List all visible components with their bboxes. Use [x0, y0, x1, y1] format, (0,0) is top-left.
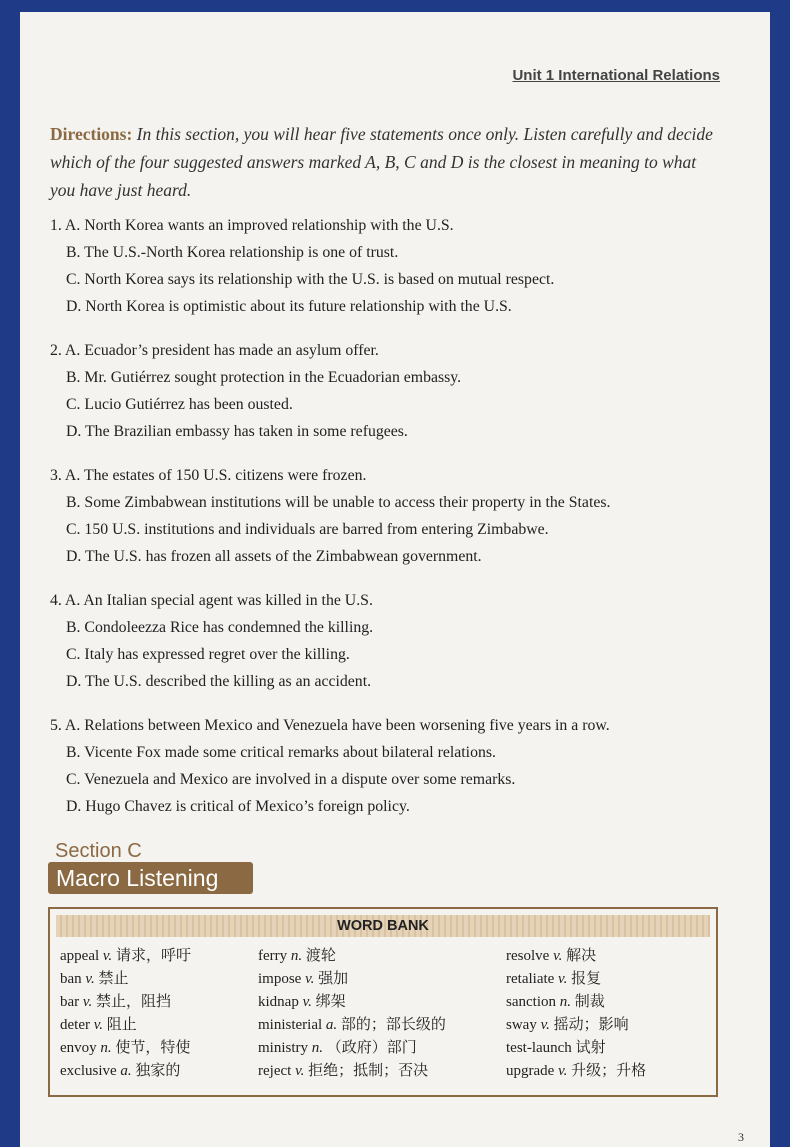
question-1-option-c: C. North Korea says its relationship with the U.S. is based on mutual respect. — [66, 271, 555, 288]
word-bank-entry — [60, 945, 191, 968]
question-5-option-b: B. Vicente Fox made some critical remarks about bilateral relations. — [66, 744, 496, 761]
word-bank-pos: v. — [305, 971, 315, 987]
word-bank-meaning: 拒绝；抵制；否决 — [308, 1063, 429, 1079]
word-bank-word: sanction — [506, 994, 560, 1010]
word-bank-entry — [258, 968, 446, 991]
word-bank-meaning: 摇动；影响 — [553, 1017, 629, 1033]
word-bank-meaning: 禁止 — [98, 971, 129, 987]
word-bank-word: exclusive — [60, 1063, 121, 1079]
word-bank-meaning: 独家的 — [135, 1063, 181, 1079]
page-number: 3 — [738, 1130, 744, 1144]
word-bank-word: ministry — [258, 1040, 312, 1056]
word-bank-entry — [258, 1014, 446, 1037]
question-4 — [50, 587, 740, 695]
unit-header: Unit 1 International Relations — [512, 67, 720, 84]
question-4-option-d: D. The U.S. described the killing as an accident. — [66, 673, 372, 690]
question-1-option-d: D. North Korea is optimistic about its future relationship with the U.S. — [66, 298, 512, 315]
word-bank — [48, 907, 718, 1097]
word-bank-entry — [258, 991, 446, 1014]
word-bank-pos: v. — [553, 948, 563, 964]
question-3-option-c: C. 150 U.S. institutions and individuals are barred from entering Zimbabwe. — [66, 521, 549, 538]
word-bank-meaning: 部的；部长级的 — [340, 1017, 446, 1033]
question-3-option-b: B. Some Zimbabwean institutions will be unable to access their property in the States. — [66, 494, 611, 511]
question-5-option-a: 5. A. Relations between Mexico and Venezuela have been worsening five years in a row. — [50, 717, 610, 734]
word-bank-column-3 — [506, 945, 646, 1083]
word-bank-word: appeal — [60, 948, 103, 964]
word-bank-meaning: 强加 — [318, 971, 349, 987]
question-2 — [50, 337, 740, 445]
word-bank-word: kidnap — [258, 994, 303, 1010]
question-1-option-b: B. The U.S.-North Korea relationship is one of trust. — [66, 244, 399, 261]
word-bank-entry — [506, 1037, 646, 1060]
directions-text: In this section, you will hear five statements once only. Listen carefully and decide which of the four suggested answers marked A, B, C and D is the closest in meaning to what you have just heard. — [50, 124, 713, 200]
section-banner: Macro Listening — [48, 862, 253, 894]
directions — [50, 120, 722, 204]
word-bank-entry — [258, 1037, 446, 1060]
word-bank-meaning: 报复 — [571, 971, 602, 987]
word-bank-word: retaliate — [506, 971, 559, 987]
word-bank-meaning: 阻止 — [106, 1017, 137, 1033]
word-bank-pos: v. — [558, 1063, 568, 1079]
word-bank-entry — [506, 1060, 646, 1083]
word-bank-column-2 — [258, 945, 446, 1083]
question-4-option-c: C. Italy has expressed regret over the killing. — [66, 646, 350, 663]
word-bank-pos: n. — [290, 948, 303, 964]
word-bank-pos: n. — [311, 1040, 324, 1056]
word-bank-meaning: 解决 — [566, 948, 597, 964]
word-bank-word: reject — [258, 1063, 296, 1079]
word-bank-word: ferry — [258, 948, 291, 964]
word-bank-word: test-launch — [506, 1040, 576, 1056]
question-3-option-d: D. The U.S. has frozen all assets of the Zimbabwean government. — [66, 548, 482, 565]
word-bank-meaning: 请求，呼吁 — [115, 948, 191, 964]
question-5-option-c: C. Venezuela and Mexico are involved in a dispute over some remarks. — [66, 771, 516, 788]
word-bank-meaning: 绑架 — [315, 994, 346, 1010]
question-2-option-c: C. Lucio Gutiérrez has been ousted. — [66, 396, 293, 413]
word-bank-word: resolve — [506, 948, 554, 964]
word-bank-column-1 — [60, 945, 191, 1083]
word-bank-pos: v. — [93, 1017, 104, 1033]
word-bank-word: deter — [60, 1017, 94, 1033]
word-bank-pos: v. — [302, 994, 312, 1010]
question-4-option-a: 4. A. An Italian special agent was killed in the U.S. — [50, 592, 373, 609]
word-bank-pos: n. — [559, 994, 571, 1010]
word-bank-meaning: 渡轮 — [305, 948, 336, 964]
word-bank-word: impose — [258, 971, 306, 987]
question-5 — [50, 712, 740, 820]
word-bank-pos: v. — [558, 971, 568, 987]
word-bank-entry — [60, 1037, 191, 1060]
word-bank-meaning: 制裁 — [574, 994, 605, 1010]
word-bank-word: ministerial — [258, 1017, 326, 1033]
word-bank-pos: v. — [85, 971, 95, 987]
word-bank-entry — [258, 1060, 446, 1083]
word-bank-title: WORD BANK — [56, 915, 710, 937]
word-bank-meaning: （政府）部门 — [326, 1040, 417, 1056]
word-bank-entry — [258, 945, 446, 968]
question-1-option-a: 1. A. North Korea wants an improved relationship with the U.S. — [50, 217, 454, 234]
word-bank-pos: n. — [100, 1040, 112, 1056]
question-3-option-a: 3. A. The estates of 150 U.S. citizens were frozen. — [50, 467, 367, 484]
word-bank-word: upgrade — [506, 1063, 559, 1079]
word-bank-word: bar — [60, 994, 83, 1010]
word-bank-pos: v. — [102, 948, 113, 964]
word-bank-entry — [506, 968, 646, 991]
word-bank-entry — [60, 968, 191, 991]
question-2-option-b: B. Mr. Gutiérrez sought protection in the Ecuadorian embassy. — [66, 369, 462, 386]
directions-label: Directions: — [50, 124, 133, 144]
word-bank-meaning: 试射 — [575, 1040, 606, 1056]
word-bank-pos: v. — [540, 1017, 550, 1033]
word-bank-entry — [506, 991, 646, 1014]
word-bank-word: sway — [506, 1017, 541, 1033]
word-bank-word: envoy — [60, 1040, 101, 1056]
textbook-page — [20, 12, 770, 1147]
question-5-option-d: D. Hugo Chavez is critical of Mexico’s foreign policy. — [66, 798, 410, 815]
word-bank-entry — [506, 1014, 646, 1037]
word-bank-entry — [506, 945, 646, 968]
word-bank-meaning: 禁止，阻挡 — [95, 994, 171, 1010]
word-bank-meaning: 升级；升格 — [571, 1063, 647, 1079]
question-2-option-a: 2. A. Ecuador’s president has made an asylum offer. — [50, 342, 379, 359]
question-1 — [50, 212, 740, 320]
word-bank-pos: v. — [82, 994, 93, 1010]
question-3 — [50, 462, 740, 570]
question-2-option-d: D. The Brazilian embassy has taken in some refugees. — [66, 423, 408, 440]
word-bank-entry — [60, 1060, 191, 1083]
word-bank-meaning: 使节，特使 — [115, 1040, 191, 1056]
word-bank-pos: v. — [295, 1063, 305, 1079]
word-bank-entry — [60, 1014, 191, 1037]
question-list — [50, 212, 740, 837]
question-4-option-b: B. Condoleezza Rice has condemned the killing. — [66, 619, 374, 636]
word-bank-pos: a. — [325, 1017, 338, 1033]
word-bank-word: ban — [60, 971, 86, 987]
word-bank-pos: a. — [120, 1063, 132, 1079]
section-title: Section C — [55, 840, 142, 862]
word-bank-entry — [60, 991, 191, 1014]
